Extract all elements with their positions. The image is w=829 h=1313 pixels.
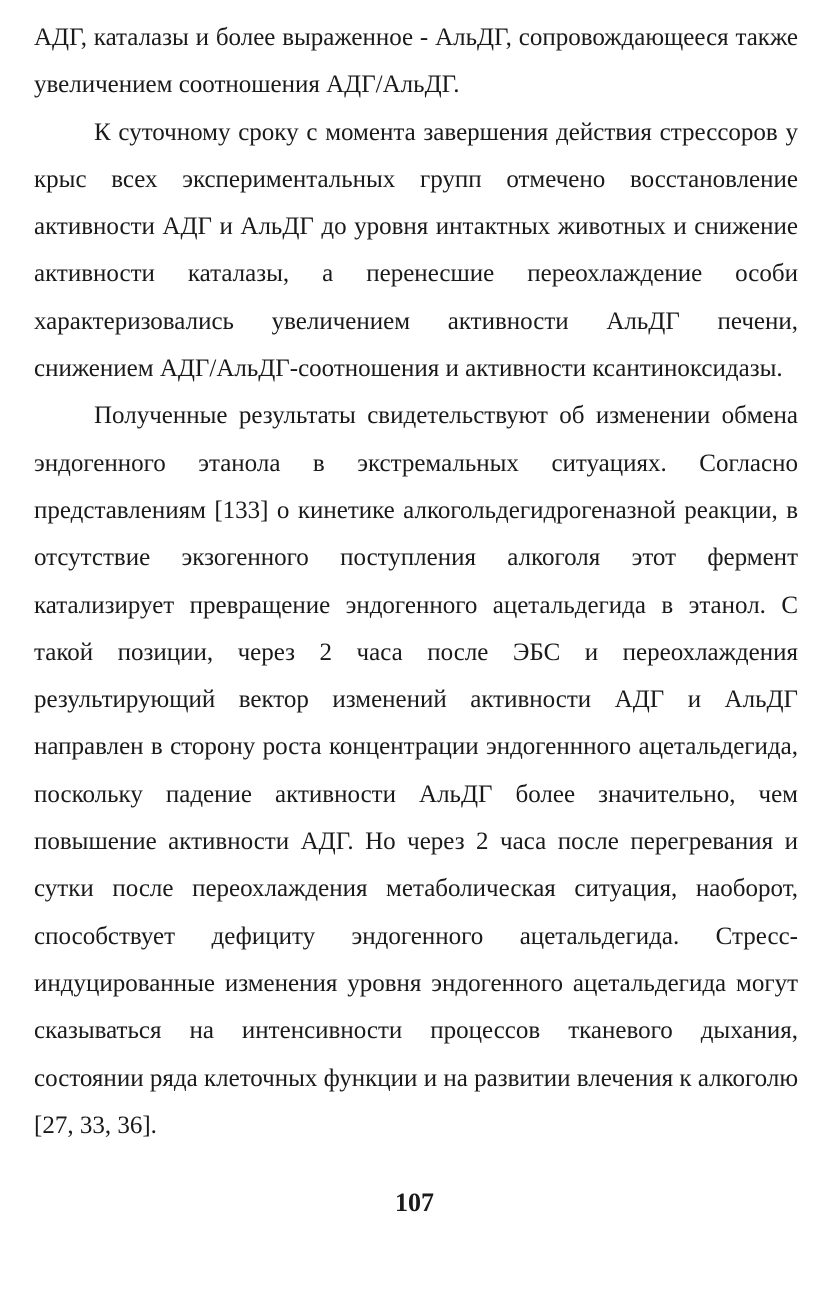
- body-text: [34, 14, 798, 1149]
- paragraph-continuation: АДГ, каталазы и более выраженное - АльДГ, сопровождающееся также увеличением соотношения АДГ/АльДГ.: [34, 24, 798, 99]
- page-number: 107: [395, 1188, 434, 1217]
- paragraph-daily-recovery: К суточному сроку с момента завершения действия стрессоров у крыс всех экспериментальных групп отмечено восстановление активности АДГ и АльДГ до уровня интактных животных и снижение активности каталазы, а перенесшие переохлаждение особи характеризовались увеличением активности АльДГ печени, снижением АДГ/АльДГ-соотношения и активности ксантиноксидазы.: [34, 118, 798, 383]
- paragraph-results-discussion: Полученные результаты свидетельствуют об изменении обмена эндогенного этанола в экстремальных ситуациях. Согласно представлениям [133] о кинетике алкогольдегидрогеназной реакции, в отсутствие экзогенного поступления алкоголя этот фермент катализирует превращение эндогенного ацетальдегида в этанол. С такой позиции, через 2 часа после ЭБС и переохлаждения результирующий вектор изменений активности АДГ и АльДГ направлен в сторону роста концентрации эндогеннного ацетальдегида, поскольку падение активности АльДГ более значительно, чем повышение активности АДГ. Но через 2 часа после перегревания и сутки после переохлаждения метаболическая ситуация, наоборот, способствует дефициту эндогенного ацетальдегида. Стресс-индуцированные изменения уровня эндогенного ацетальдегида могут сказываться на интенсивности процессов тканевого дыхания, состоянии ряда клеточных функции и на развитии влечения к алкоголю [27, 33, 36].: [34, 402, 798, 1139]
